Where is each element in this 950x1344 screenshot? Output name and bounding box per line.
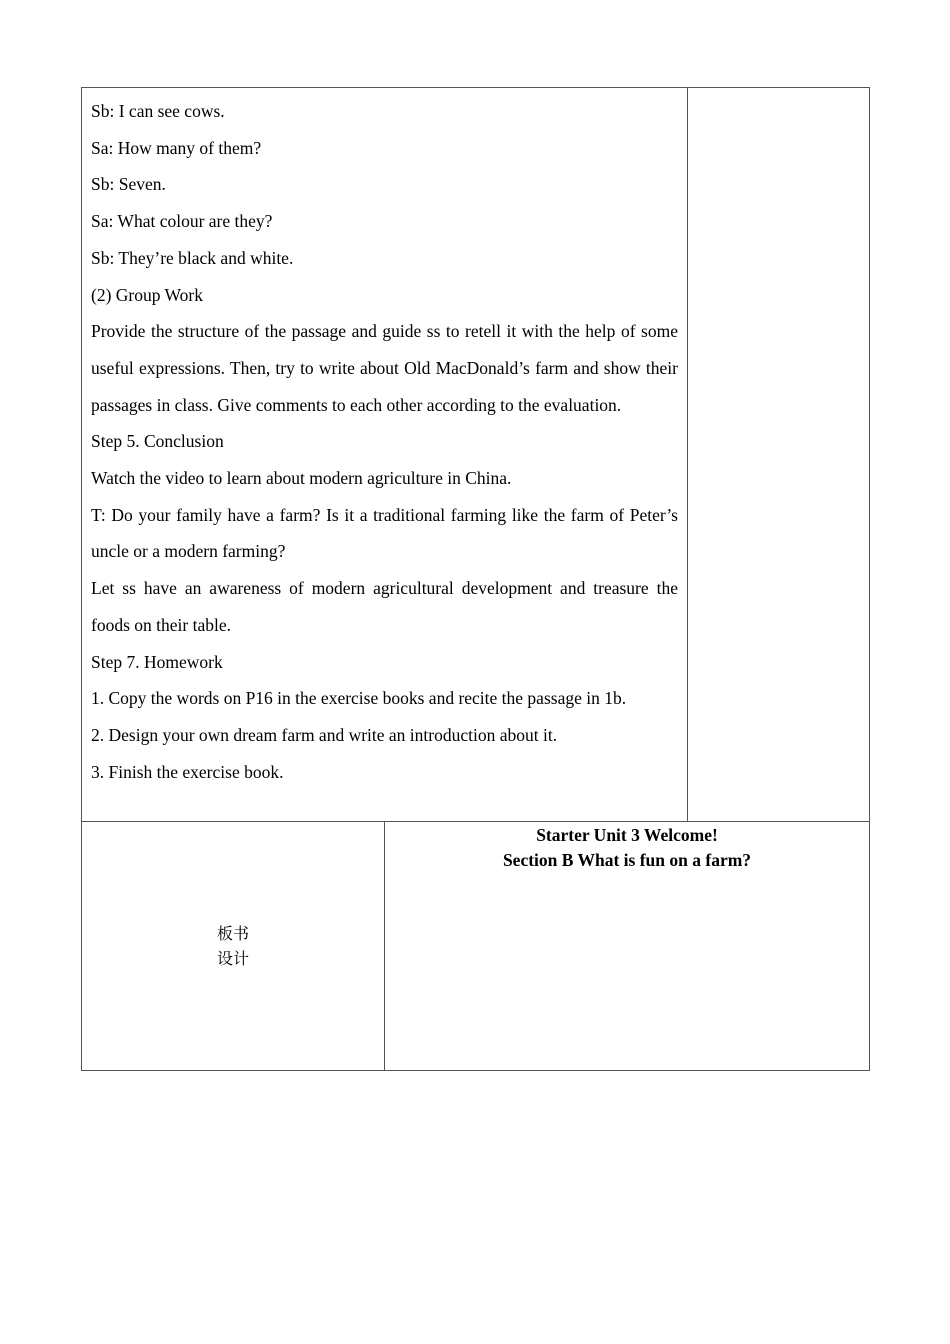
teacher-question: T: Do your family have a farm? Is it a traditional farming like the farm of Peter’s uncle or a modern farming? bbox=[91, 504, 678, 562]
homework-item: 2. Design your own dream farm and write an introduction about it. bbox=[91, 724, 558, 745]
homework-item: 1. Copy the words on P16 in the exercise books and recite the passage in 1b. bbox=[91, 688, 627, 709]
notes-cell bbox=[688, 88, 870, 822]
group-work-heading: (2) Group Work bbox=[91, 284, 203, 305]
group-work-paragraph: Provide the structure of the passage and guide ss to retell it with the help of some useful expressions. Then, try to write about Old MacDonald’s farm and show their passages in class. Give comments to each other according to the evaluation. bbox=[91, 321, 678, 415]
board-title-section: Section B What is fun on a farm? bbox=[502, 850, 752, 870]
board-design-cell bbox=[385, 822, 870, 1071]
awareness-paragraph: Let ss have an awareness of modern agricultural development and treasure the foods on their table. bbox=[91, 578, 678, 635]
dialogue-line: Sa: How many of them? bbox=[91, 137, 262, 158]
dialogue-line: Sb: I can see cows. bbox=[91, 101, 225, 121]
homework-item: 3. Finish the exercise book. bbox=[91, 761, 284, 782]
step7-title: Step 7. Homework bbox=[91, 651, 223, 672]
dialogue-line: Sb: Seven. bbox=[91, 174, 166, 195]
dialogue-line: Sa: What colour are they? bbox=[91, 211, 273, 232]
board-design-label bbox=[82, 822, 385, 1071]
lesson-plan-table bbox=[81, 87, 870, 1071]
board-label-line: 板书 bbox=[216, 924, 249, 943]
board-label-line: 设计 bbox=[216, 949, 249, 968]
step5-line: Watch the video to learn about modern agriculture in China. bbox=[91, 468, 512, 489]
dialogue-line: Sb: They’re black and white. bbox=[91, 247, 294, 268]
board-title-unit: Starter Unit 3 Welcome! bbox=[536, 825, 718, 845]
board-design-row bbox=[82, 822, 870, 1071]
procedure-row bbox=[82, 88, 870, 822]
step5-title: Step 5. Conclusion bbox=[91, 431, 224, 452]
procedure-cell bbox=[82, 88, 688, 822]
